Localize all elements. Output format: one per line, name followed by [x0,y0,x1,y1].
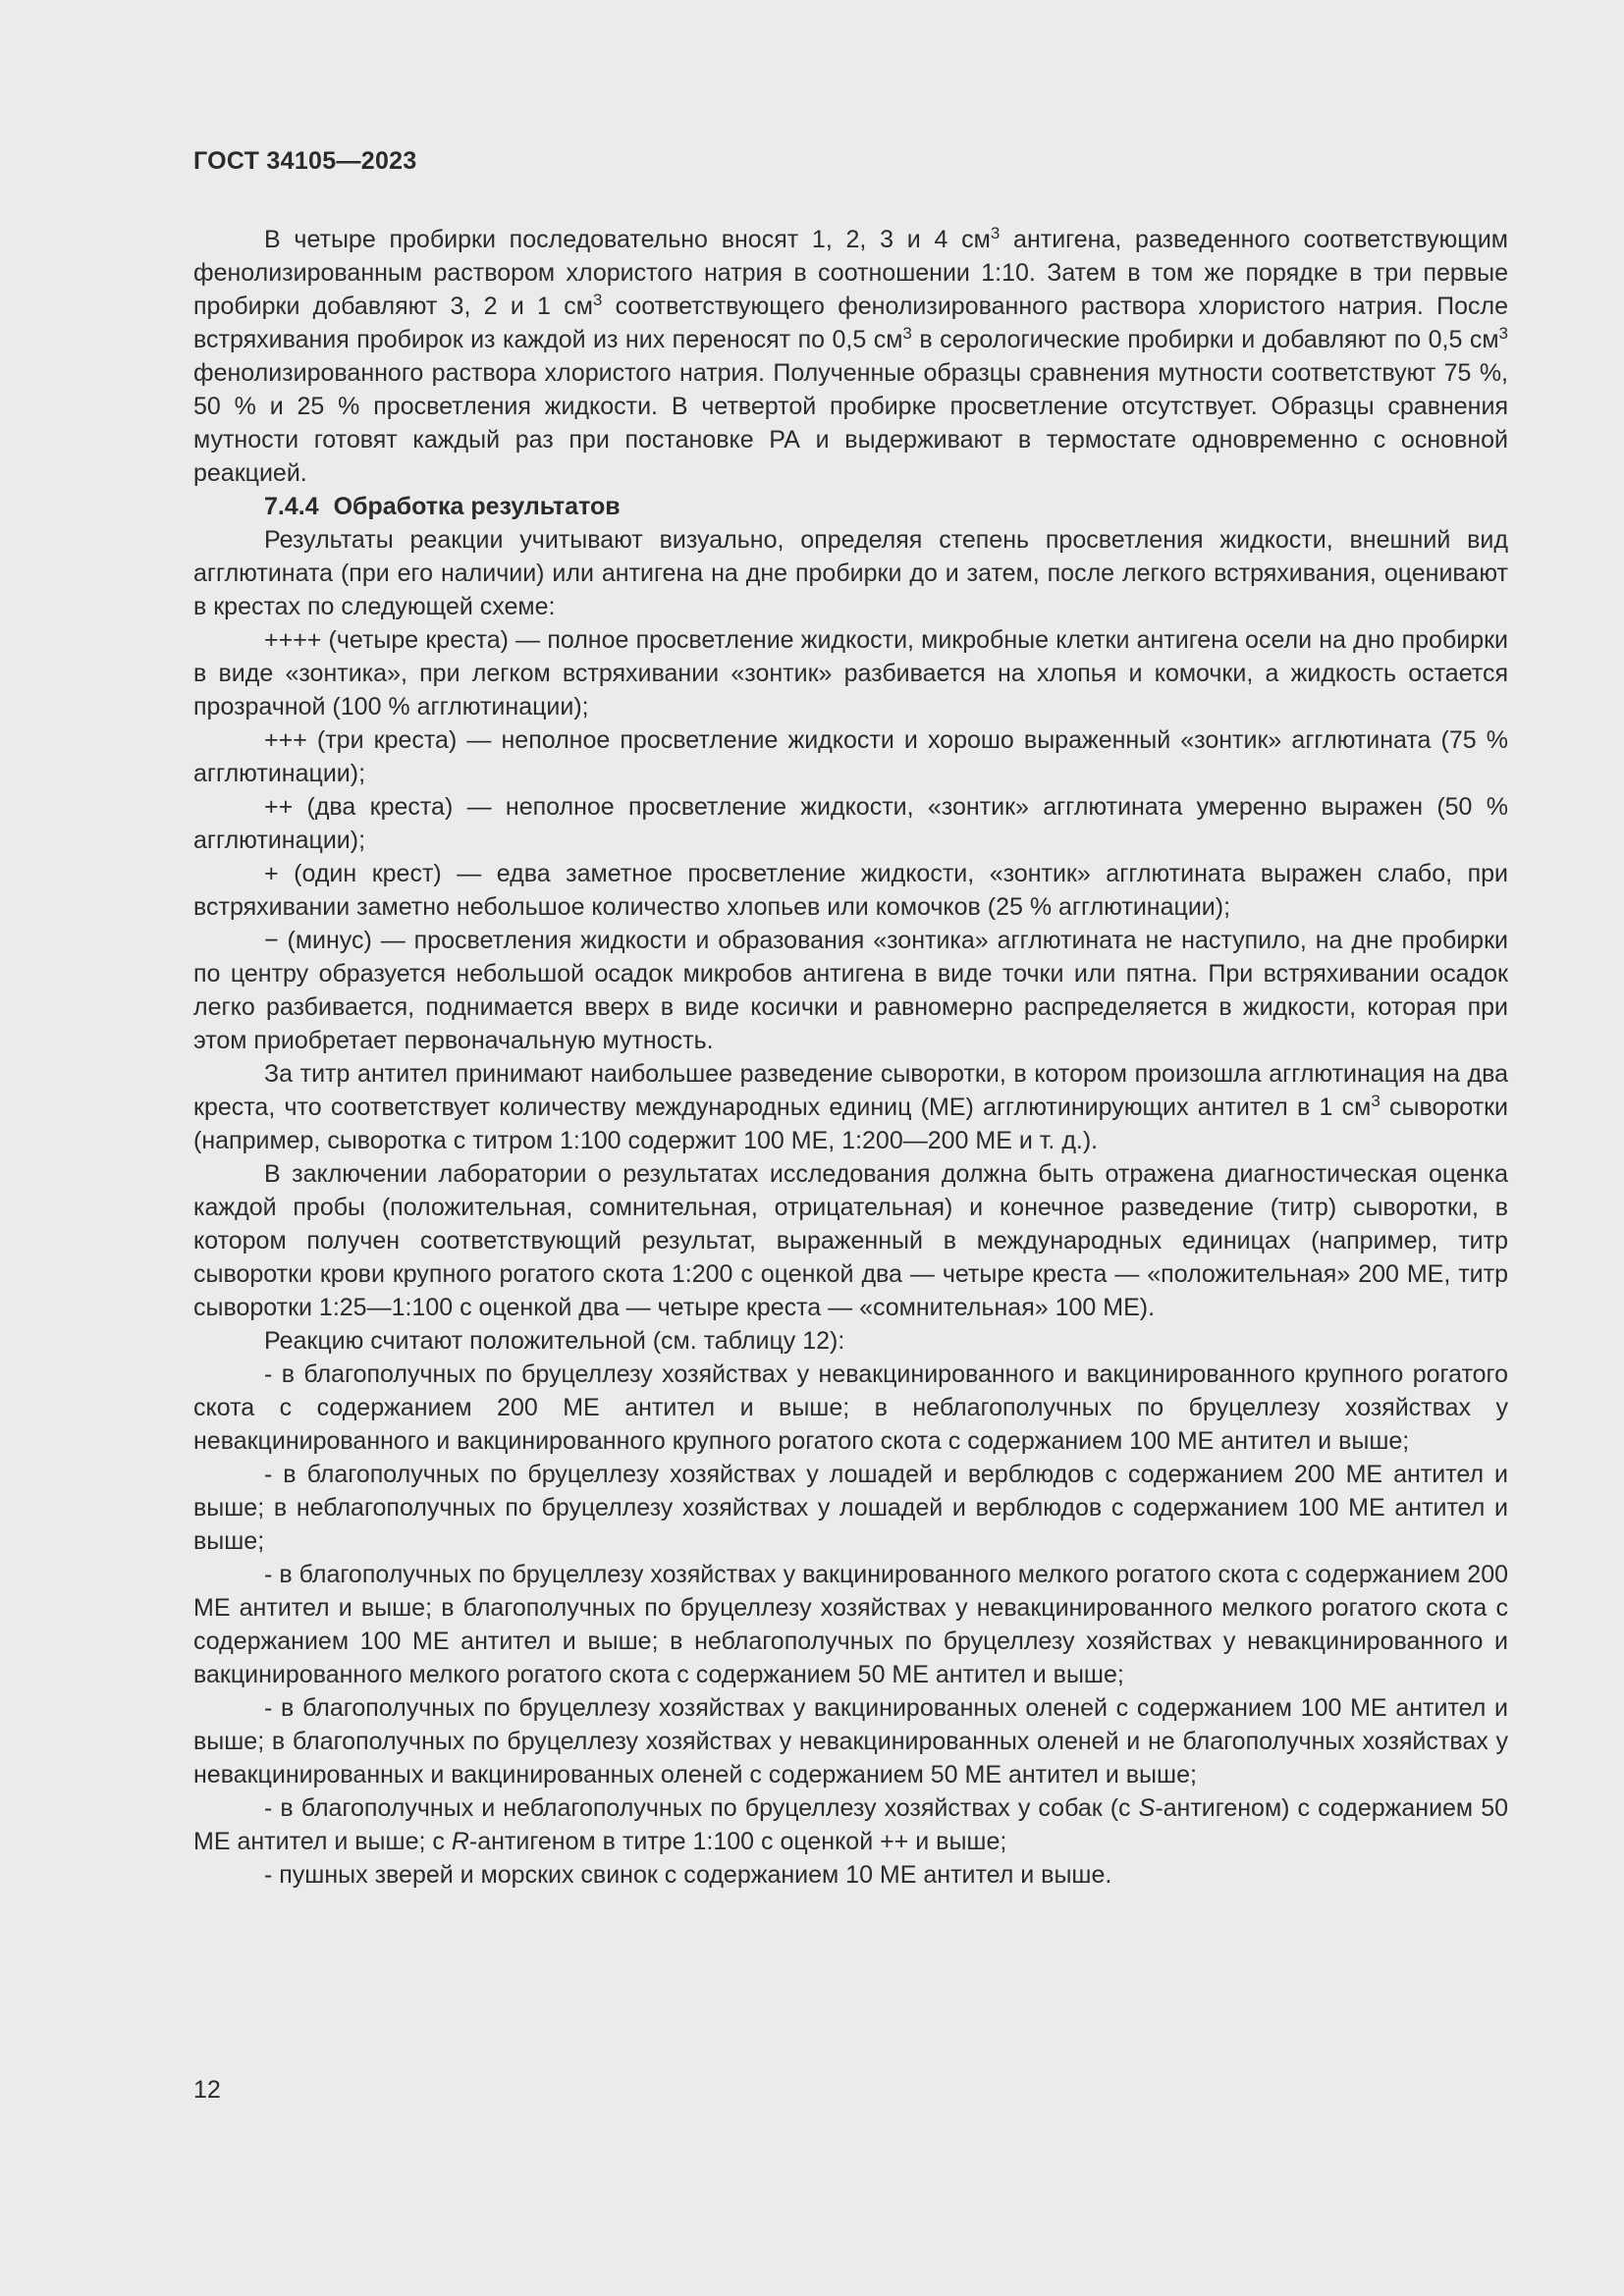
list-item-cattle: - в благополучных по бруцеллезу хозяйствах у невакцинированного и вакцинированного крупного рогатого скота с содержанием 200 МЕ антител и выше; в неблагополучных по бруцеллезу хозяйствах у невакцинированного и вакцинированного крупного рогатого скота с содержанием 100 МЕ антител и выше; [193,1361,1508,1455]
page-number: 12 [193,2076,221,2104]
paragraph-three-crosses: +++ (три креста) — неполное просветление жидкости и хорошо выраженный «зонтик» агглютината (75 % агглютинации); [193,726,1508,787]
list-item-horses-camels: - в благополучных по бруцеллезу хозяйствах у лошадей и верблюдов с содержанием 200 МЕ антител и выше; в неблагополучных по бруцеллезу хозяйствах у лошадей и верблюдов с содержанием 100 МЕ антител и выше; [193,1461,1508,1555]
document-body [193,223,1508,1892]
paragraph-positive-criteria: Реакцию считают положительной (см. таблицу 12): [264,1327,845,1355]
list-item-small-ruminants: - в благополучных по бруцеллезу хозяйствах у вакцинированного мелкого рогатого скота с содержанием 200 МЕ антител и выше; в благополучных по бруцеллезу хозяйствах у невакцинированного мелкого рогатого скота с содержанием 100 МЕ антител и выше; в неблагополучных по бруцеллезу хозяйствах у невакцинированного и вакцинированного мелкого рогатого скота с содержанием 50 МЕ антител и выше; [193,1561,1508,1688]
paragraph-lab-conclusion: В заключении лаборатории о результатах исследования должна быть отражена диагностическая оценка каждой пробы (положительная, сомнительная, отрицательная) и конечное разведение (титр) сыворотки, в котором получен соответствующий результат, выраженный в международных единицах (например, титр сыворотки крови крупного рогатого скота 1:200 с оценкой два — четыре креста — «положительная» 200 МЕ, титр сыворотки 1:25—1:100 с оценкой два — четыре креста — «сомнительная» 100 МЕ). [193,1160,1508,1321]
paragraph-one-cross: + (один крест) — едва заметное просветление жидкости, «зонтик» агглютината выражен слабо, при встряхивании заметно небольшое количество хлопьев или комочков (25 % агглютинации); [193,860,1508,921]
list-item-dogs: - в благополучных и неблагополучных по бруцеллезу хозяйствах у собак (с S-антигеном) с содержанием 50 МЕ антител и выше; с R-антигеном в титре 1:100 с оценкой ++ и выше; [193,1794,1508,1855]
paragraph-turbidity-standards: В четыре пробирки последовательно вносят 1, 2, 3 и 4 $см^3$ антигена, разведенного соответствующим фенолизированным раствором хлористого натрия в соотношении 1:10. Затем в том же порядке в три первые пробирки добавляют 3, 2 и 1 $см^3$ соответствующего фенолизированного раствора хлористого натрия. После встряхивания пробирок из каждой из них переносят по 0,5 $см^3$ в серологические пробирки и добавляют по 0,5 $см^3$ фенолизированного раствора хлористого натрия. Полученные образцы сравнения мутности соответствуют 75 %, 50 % и 25 % просветления жидкости. В четвертой пробирке просветление отсутствует. Образцы сравнения мутности готовят каждый раз при постановке РА и выдерживают в термостате одновременно с основной реакцией. [193,224,1508,487]
paragraph-four-crosses: ++++ (четыре креста) — полное просветление жидкости, микробные клетки антигена осели на дно пробирки в виде «зонтика», при легком встряхивании «зонтик» разбивается на хлопья и комочки, а жидкость остается прозрачной (100 % агглютинации); [193,626,1508,721]
section-heading: 7.4.4 Обработка результатов [264,493,621,520]
list-item-reindeer: - в благополучных по бруцеллезу хозяйствах у вакцинированных оленей с содержанием 100 МЕ антител и выше; в благополучных по бруцеллезу хозяйствах у невакцинированных оленей и не благополучных хозяйствах у невакцинированных и вакцинированных оленей с содержанием 50 МЕ антител и выше; [193,1694,1508,1789]
paragraph-results-intro: Результаты реакции учитывают визуально, определяя степень просветления жидкости, внешний вид агглютината (при его наличии) или антигена на дне пробирки до и затем, после легкого встряхивания, оценивают в крестах по следующей схеме: [193,526,1508,620]
paragraph-titer: За титр антител принимают наибольшее разведение сыворотки, в котором произошла агглютинация на два креста, что соответствует количеству международных единиц (МЕ) агглютинирующих антител в 1 $см^3$ сыворотки (например, сыворотка с титром 1:100 содержит 100 МЕ, 1:200—200 МЕ и т. д.). [193,1060,1509,1154]
paragraph-minus: − (минус) — просветления жидкости и образования «зонтика» агглютината не наступило, на дне пробирки по центру образуется небольшой осадок микробов антигена в виде точки или пятна. При встряхивании осадок легко разбивается, поднимается вверх в виде косички и равномерно распределяется в жидкости, которая при этом приобретает первоначальную мутность. [193,927,1508,1054]
paragraph-two-crosses: ++ (два креста) — неполное просветление жидкости, «зонтик» агглютината умеренно выражен (50 % агглютинации); [193,793,1508,854]
list-item-fur-animals: - пушных зверей и морских свинок с содержанием 10 МЕ антител и выше. [264,1861,1112,1889]
document-header: ГОСТ 34105—2023 [193,147,417,175]
